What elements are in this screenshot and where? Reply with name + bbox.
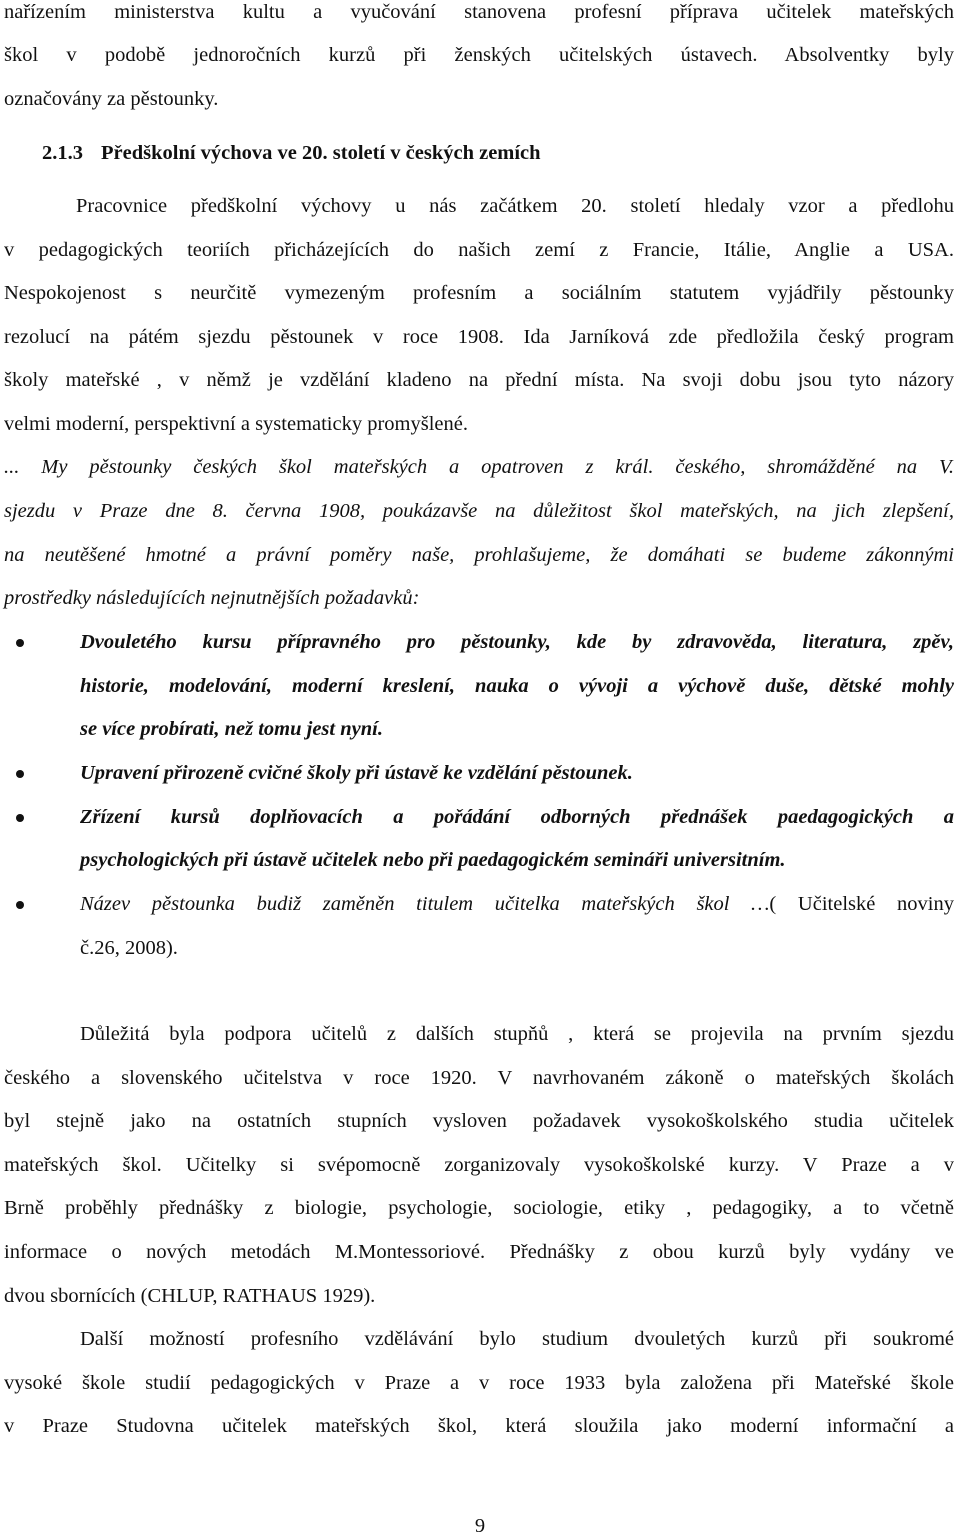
text-line: mateřských škol. Učitelky si svépomocně zorganizovaly vysokoškolské kurzy. V Praze a v	[4, 1154, 954, 1176]
text-line: nařízením ministerstva kultu a vyučování stanovena profesní příprava učitelek mateřských	[4, 1, 954, 23]
section-title: Předškolní výchova ve 20. století v českých zemích	[101, 142, 541, 164]
bullet-line: č.26, 2008).	[80, 937, 178, 959]
page-number: 9	[474, 1515, 486, 1537]
text-line: byl stejně jako na ostatních stupních vysloven požadavek vysokoškolského studia učitelek	[4, 1110, 954, 1132]
bullet-line: psychologických při ústavě učitelek nebo při paedagogickém semináři universitním.	[80, 849, 786, 871]
bullet-line	[80, 894, 954, 915]
bullet-icon	[16, 814, 24, 822]
bullet-icon	[16, 639, 24, 647]
text-line: označovány za pěstounky.	[4, 88, 219, 110]
bullet-citation: ( Učitelské noviny	[769, 893, 954, 915]
text-line: Pracovnice předškolní výchovy u nás začátkem 20. století hledaly vzor a předlohu	[76, 195, 954, 217]
text-line: českého a slovenského učitelstva v roce 1920. V navrhovaném zákoně o mateřských školách	[4, 1067, 954, 1089]
quote-line: sjezdu v Praze dne 8. června 1908, poukázavše na důležitost škol mateřských, na jich zlepšení,	[4, 500, 954, 522]
text-line: v pedagogických teoriích přicházejících do našich zemí z Francie, Itálie, Anglie a USA.	[4, 239, 954, 261]
section-heading	[42, 143, 541, 164]
quote-line: na neutěšené hmotné a právní poměry naše, prohlašujeme, že domáhati se budeme zákonnými	[4, 544, 954, 566]
text-line: dvou sbornících (CHLUP, RATHAUS 1929).	[4, 1285, 376, 1307]
quote-line: prostředky následujících nejnutnějších požadavků:	[4, 587, 420, 609]
text-line: Brně proběhly přednášky z biologie, psychologie, sociologie, etiky , pedagogiky, a to včetně	[4, 1197, 954, 1219]
text-line: informace o nových metodách M.Montessoriové. Přednášky z obou kurzů byly vydány ve	[4, 1241, 954, 1263]
text-line: v Praze Studovna učitelek mateřských škol, která sloužila jako moderní informační a	[4, 1415, 954, 1437]
bullet-icon	[16, 770, 24, 778]
bullet-line: Dvouletého kursu přípravného pro pěstounky, kde by zdravověda, literatura, zpěv,	[80, 631, 954, 653]
bullet-line: historie, modelování, moderní kreslení, nauka o vývoji a výchově duše, dětské mohly	[80, 675, 954, 697]
text-line: vysoké škole studií pedagogických v Praze a v roce 1933 byla založena při Mateřské škole	[4, 1372, 954, 1394]
text-line: rezolucí na pátém sjezdu pěstounek v roce 1908. Ida Jarníková zde předložila český program	[4, 326, 954, 348]
text-line: Další možností profesního vzdělávání bylo studium dvouletých kurzů při soukromé	[80, 1328, 954, 1350]
bullet-icon	[16, 901, 24, 909]
text-line: školy mateřské , v němž je vzdělání kladeno na přední místa. Na svoji dobu jsou tyto názory	[4, 369, 954, 391]
section-number: 2.1.3	[42, 142, 83, 164]
quote-line: ... My pěstounky českých škol mateřských a opatroven z král. českého, shromážděné na V.	[4, 456, 954, 478]
bullet-line: se více probírati, než tomu jest nyní.	[80, 718, 383, 740]
bullet-line: Zřízení kursů doplňovacích a pořádání odborných přednášek paedagogických a	[80, 806, 954, 828]
bullet-italic-text: Název pěstounka budiž zaměněn titulem učitelka mateřských škol …	[80, 893, 770, 915]
text-line: Důležitá byla podpora učitelů z dalších stupňů , která se projevila na prvním sjezdu	[80, 1023, 954, 1045]
bullet-line: Upravení přirozeně cvičné školy při ústavě ke vzdělání pěstounek.	[80, 762, 633, 784]
text-line: velmi moderní, perspektivní a systematicky promyšlené.	[4, 413, 468, 435]
text-line: Nespokojenost s neurčitě vymezeným profesním a sociálním statutem vyjádřily pěstounky	[4, 282, 954, 304]
text-line: škol v podobě jednoročních kurzů při ženských učitelských ústavech. Absolventky byly	[4, 44, 954, 66]
